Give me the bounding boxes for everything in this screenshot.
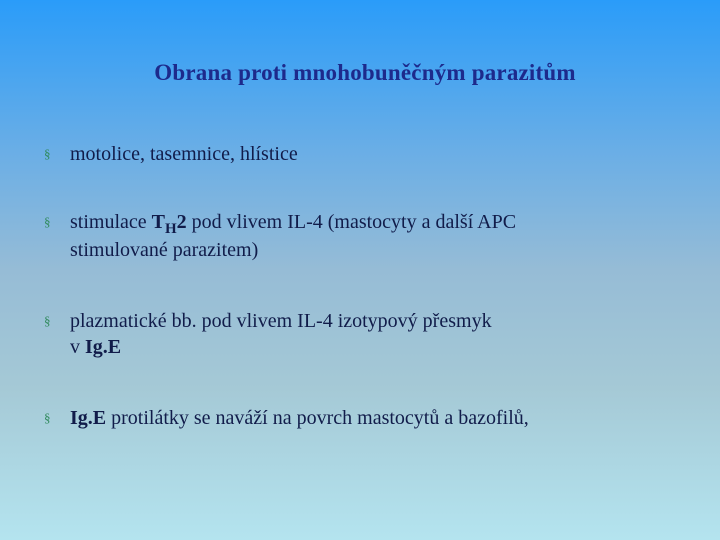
th-cell-label: T	[151, 211, 165, 233]
ige-label: Ig.E	[85, 336, 122, 358]
th-subscript: H	[164, 221, 177, 237]
slide-title: Obrana proti mnohobuněčným parazitům	[154, 60, 576, 85]
bullet-text-rest: protilátky se naváží na povrch mastocytů a bazofilů,	[106, 407, 529, 429]
bullet-marker-icon: §	[44, 146, 51, 161]
ige-label: Ig.E	[70, 407, 107, 429]
bullet-text-line2: stimulované parazitem)	[70, 239, 259, 261]
bullet-item-3	[44, 308, 650, 360]
bullet-text	[70, 209, 650, 263]
bullet-text-line2-prefix: v	[70, 336, 85, 358]
bullet-text-prefix: stimulace	[70, 211, 152, 233]
bullet-marker-icon: §	[44, 410, 51, 425]
th-number: 2	[176, 211, 187, 233]
bullet-item-2	[44, 209, 650, 263]
bullet-text	[70, 405, 650, 431]
bullet-marker-icon: §	[44, 214, 51, 229]
bullet-marker-icon: §	[44, 313, 51, 328]
bullet-text	[70, 308, 650, 360]
bullet-item-4	[44, 405, 650, 431]
bullet-item-1	[44, 141, 650, 167]
bullet-text: motolice, tasemnice, hlístice	[70, 143, 298, 165]
bullet-text-line1: plazmatické bb. pod vlivem IL-4 izotypový přesmyk	[70, 310, 492, 332]
bullet-text-rest: pod vlivem IL-4 (mastocyty a další APC	[186, 211, 517, 233]
